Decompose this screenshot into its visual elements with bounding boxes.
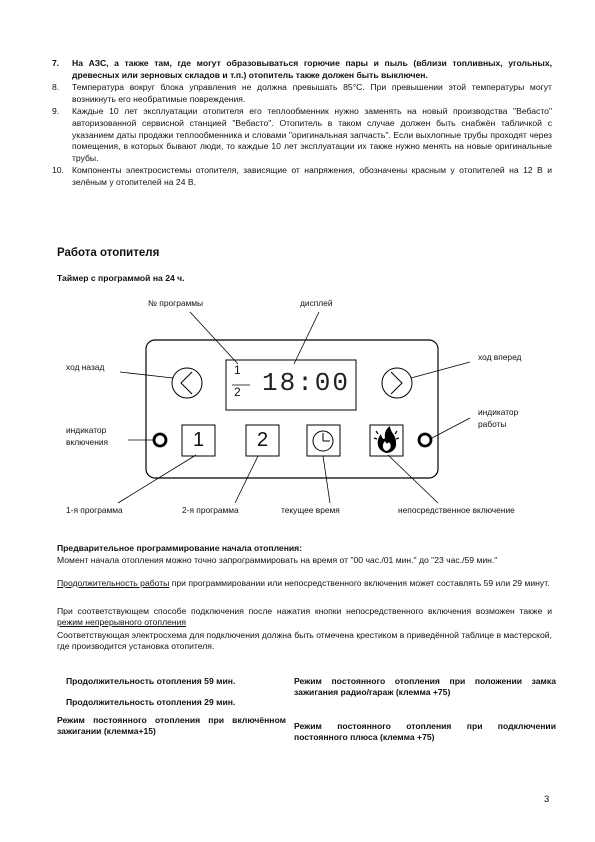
label-work-indicator: индикатор работы bbox=[478, 407, 519, 429]
chevron-left-icon bbox=[181, 372, 192, 394]
option-59-min: Продолжительность отопления 59 мин. bbox=[66, 676, 236, 686]
programming-text-2: Продолжительность работы при программировании или непосредственного включения может составлять 59 или 29 минут. bbox=[57, 578, 550, 588]
program2-button[interactable]: 2 bbox=[257, 429, 269, 451]
program1-button[interactable]: 1 bbox=[193, 429, 205, 451]
programming-text-3: При соответствующем способе подключения после нажатия кнопки непосредственного включения возможен также и режим непрерывного отопления bbox=[57, 606, 552, 628]
label-back: ход назад bbox=[66, 362, 105, 372]
label-forward: ход вперед bbox=[478, 352, 522, 362]
label-program1: 1-я программа bbox=[66, 505, 123, 515]
back-button-circle bbox=[172, 368, 202, 398]
display-time: 18:00 bbox=[262, 368, 351, 398]
option-29-min: Продолжительность отопления 29 мин. bbox=[66, 697, 236, 707]
display-program-top: 1 bbox=[234, 363, 241, 377]
label-display: дисплей bbox=[300, 298, 333, 308]
list-item-number: 10. bbox=[52, 165, 64, 176]
option-continuous-plus: Режим постоянного отопления при подключении постоянного плюса (клемма +75) bbox=[294, 721, 556, 743]
option-continuous-ignition: Режим постоянного отопления при включённом зажигании (клемма+15) bbox=[57, 715, 286, 737]
programming-text-4: Соответствующая электросхема для подключения должна быть отмечена крестиком в приведённой таблице в мастерской, где производится установка отопителя. bbox=[57, 630, 552, 652]
programming-text-1: Момент начала отопления можно точно запрограммировать на время от "00 час./01 мин." до "23 час./59 мин." bbox=[57, 555, 498, 565]
list-item-number: 8. bbox=[52, 82, 60, 93]
timer-panel bbox=[146, 340, 438, 478]
page-number: 3 bbox=[544, 794, 550, 805]
programming-heading: Предварительное программирование начала отопления: bbox=[57, 543, 303, 553]
list-item-text: Каждые 10 лет эксплуатации отопителя его теплообменник нужно заменять на новый производства "Вебасто" авторизованной сервисной станцией "Вебасто". Отопитель в таком случае должен быть снабжён табличкой с указанием даты продажи теплообменника и словами "оригинальная запчасть". Если выхлопные трубы проходят через помещения, в которых бывают люди, то каждые 10 лет эксплуатации их также нужно менять на новые оригинальные трубы. bbox=[72, 106, 552, 163]
forward-button-circle bbox=[382, 368, 412, 398]
power-indicator-led bbox=[154, 434, 166, 446]
list-item-text: На АЗС, а также там, где могут образовываться горючие пары и пыль (вблизи топливных, угольных, древесных или зерновых складов и т.п.) отопитель также должен быть выключен. bbox=[72, 58, 552, 80]
label-program-number: № программы bbox=[148, 298, 204, 308]
section-title: Работа отопителя bbox=[57, 247, 160, 259]
list-item-text: Компоненты электросистемы отопителя, зависящие от напряжения, обозначены красным у отопителей на 12 В и зелёным у отопителей на 24 В. bbox=[72, 165, 552, 187]
clock-icon bbox=[313, 431, 333, 451]
label-direct-on: непосредственное включение bbox=[398, 505, 515, 515]
chevron-right-icon bbox=[391, 372, 402, 394]
subsection-title: Таймер с программой на 24 ч. bbox=[57, 273, 185, 283]
work-indicator-led bbox=[419, 434, 431, 446]
list-item-text: Температура вокруг блока управления не должна превышать 85°С. При превышении этой температуры могут возникнуть его необратимые повреждения. bbox=[72, 82, 552, 104]
flame-icon bbox=[374, 426, 399, 453]
label-power-indicator: индикатор включения bbox=[66, 425, 109, 447]
display-program-bottom: 2 bbox=[234, 385, 241, 399]
leader-lines bbox=[118, 312, 470, 503]
list-item-number: 7. bbox=[52, 58, 60, 68]
option-continuous-radio: Режим постоянного отопления при положении замка зажигания радио/гараж (клемма +75) bbox=[294, 676, 556, 698]
label-program2: 2-я программа bbox=[182, 505, 239, 515]
list-item-number: 9. bbox=[52, 106, 60, 117]
label-current-time: текущее время bbox=[281, 505, 340, 515]
